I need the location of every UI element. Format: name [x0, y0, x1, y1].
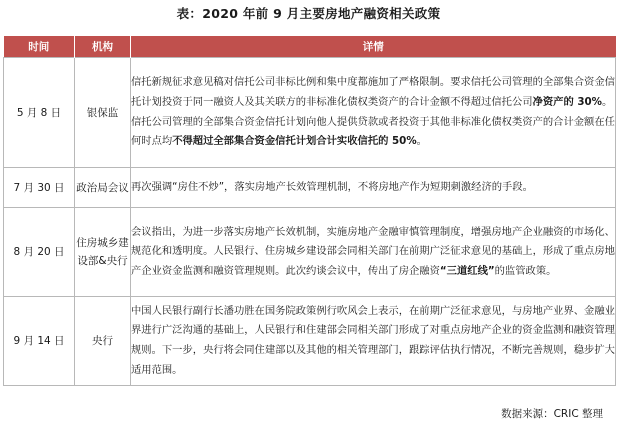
header-detail: 详情 [131, 36, 616, 58]
row-detail [131, 168, 616, 208]
table-row [4, 297, 616, 386]
row-date: 7 月 30 日 [4, 168, 75, 208]
row-detail [131, 58, 616, 168]
detail-text: 。信托公司管理的全部集合资金信托计划向他人提供贷款或者投资于其他非标准化债权类资产的合计金额在任何时点均 [131, 95, 615, 148]
data-source-note: 数据来源：CRIC 整理 [501, 408, 603, 420]
row-org: 银保监 [75, 58, 131, 168]
detail-text: 会议指出，为进一步落实房地产长效机制，实施房地产金融审慎管理制度，增强房地产企业融资的市场化、规范化和透明度。人民银行、住房城乡建设部会同相关部门在前期广泛征求意见的基础上，形成了重点房地产企业资金监测和融资管理规则。此次约谈会议中，传出了房企融资 [131, 225, 615, 277]
table-row [4, 58, 616, 168]
detail-text: 的监管政策。 [494, 264, 557, 277]
row-org: 住房城乡建设部&央行 [75, 208, 131, 297]
detail-highlight: 净资产的 30% [532, 95, 602, 108]
detail-text: 。 [416, 135, 427, 148]
detail-highlight: “三道红线” [439, 264, 495, 277]
header-date: 时间 [4, 36, 75, 58]
table-title: 表：2020 年前 9 月主要房地产融资相关政策 [176, 6, 441, 21]
policy-table [3, 36, 616, 386]
detail-text: 再次强调“房住不炒”，落实房地产长效管理机制，不将房地产作为短期刺激经济的手段。 [131, 180, 533, 193]
detail-text: 中国人民银行副行长潘功胜在国务院政策例行吹风会上表示，在前期广泛征求意见，与房地产业界、金融业界进行广泛沟通的基础上，人民银行和住建部会同相关部门形成了对重点房地产企业的资金监测和融资管理规则。下一步，央行将会同住建部以及其他的相关管理部门，跟踪评估执行情况，不断完善规则，稳步扩大适用范围。 [131, 304, 615, 376]
table-row [4, 208, 616, 297]
row-date: 5 月 8 日 [4, 58, 75, 168]
table-header-row [4, 36, 616, 58]
detail-highlight: 不得超过全部集合资金信托计划合计实收信托的 50% [172, 135, 417, 148]
header-org: 机构 [75, 36, 131, 58]
table-row [4, 168, 616, 208]
detail-text: 信托新规征求意见稿对信托公司非标比例和集中度都施加了严格限制。要求信托公司管理的全部集合资金信托计划投资于同一融资人及其关联方的非标准化债权类资产的合计金额不得超过信托公司 [131, 76, 615, 108]
row-org: 央行 [75, 297, 131, 386]
row-date: 9 月 14 日 [4, 297, 75, 386]
row-date: 8 月 20 日 [4, 208, 75, 297]
row-org: 政治局会议 [75, 168, 131, 208]
row-detail [131, 208, 616, 297]
row-detail [131, 297, 616, 386]
